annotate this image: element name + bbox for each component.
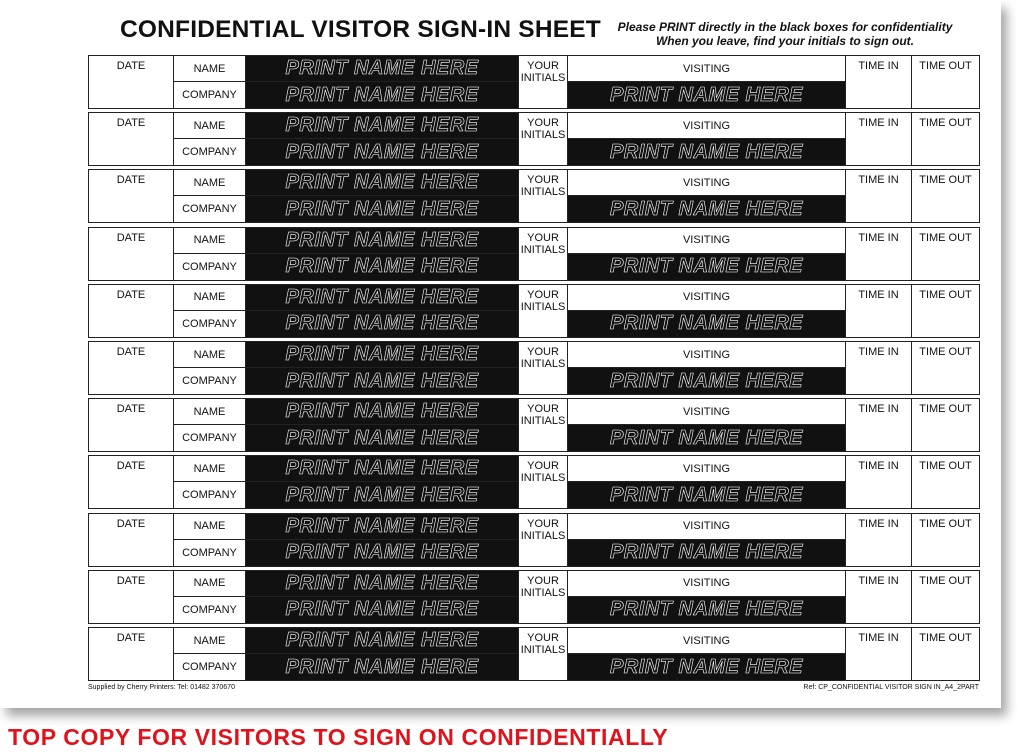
- company-label: COMPANY: [174, 425, 246, 451]
- date-field[interactable]: [89, 113, 174, 165]
- visiting-input-box[interactable]: PRINT NAME HERE: [568, 311, 845, 337]
- name-label: NAME: [174, 228, 246, 254]
- time-in-field[interactable]: [845, 56, 912, 108]
- time-in-field[interactable]: [845, 571, 912, 623]
- visiting-input-box[interactable]: PRINT NAME HERE: [568, 425, 845, 451]
- name-input-box[interactable]: PRINT NAME HERE: [246, 113, 518, 139]
- visiting-label: VISITING: [568, 56, 845, 82]
- initials-field[interactable]: [518, 399, 568, 451]
- date-field[interactable]: [89, 571, 174, 623]
- initials-label-2: INITIALS: [520, 186, 566, 199]
- visitor-row: [88, 169, 980, 223]
- visitor-row: [88, 570, 980, 624]
- date-field[interactable]: [89, 342, 174, 394]
- date-label: DATE: [116, 60, 146, 72]
- company-label: COMPANY: [174, 368, 246, 394]
- company-input-box[interactable]: PRINT NAME HERE: [246, 254, 518, 280]
- date-field[interactable]: [89, 456, 174, 508]
- time-in-field[interactable]: [845, 399, 912, 451]
- initials-label-2: INITIALS: [520, 472, 566, 485]
- initials-label-1: YOUR: [527, 231, 559, 244]
- visiting-input-box[interactable]: PRINT NAME HERE: [568, 654, 845, 680]
- time-in-label: TIME IN: [858, 403, 899, 416]
- date-label: DATE: [116, 288, 146, 301]
- company-input-box[interactable]: PRINT NAME HERE: [246, 196, 518, 222]
- company-input-box[interactable]: PRINT NAME HERE: [246, 139, 518, 165]
- visiting-label: VISITING: [568, 514, 845, 540]
- time-out-field[interactable]: [912, 285, 979, 337]
- name-input-box[interactable]: PRINT NAME HERE: [246, 571, 518, 597]
- time-out-field[interactable]: [912, 514, 979, 566]
- initials-label-1: YOUR: [527, 403, 559, 416]
- name-label: NAME: [174, 456, 246, 482]
- time-out-field[interactable]: [912, 113, 979, 165]
- name-label: NAME: [174, 170, 246, 196]
- visitor-row: [88, 341, 980, 395]
- time-in-field[interactable]: [845, 514, 912, 566]
- initials-label-2: INITIALS: [520, 586, 566, 599]
- visiting-label: VISITING: [568, 399, 845, 425]
- time-in-label: TIME IN: [858, 517, 899, 530]
- visiting-input-box[interactable]: PRINT NAME HERE: [568, 139, 845, 165]
- time-out-field[interactable]: [912, 628, 979, 680]
- company-label: COMPANY: [174, 597, 246, 623]
- company-label: COMPANY: [174, 482, 246, 508]
- date-label: DATE: [116, 346, 146, 358]
- initials-label-1: YOUR: [527, 288, 559, 301]
- date-label: DATE: [116, 632, 146, 644]
- time-in-label: TIME IN: [858, 174, 899, 187]
- company-input-box[interactable]: PRINT NAME HERE: [246, 540, 518, 566]
- instructions: [610, 20, 960, 48]
- time-out-label: TIME OUT: [919, 574, 972, 587]
- date-label: DATE: [116, 174, 146, 187]
- time-in-label: TIME IN: [858, 460, 899, 473]
- visiting-input-box[interactable]: PRINT NAME HERE: [568, 368, 845, 394]
- date-field[interactable]: [89, 514, 174, 566]
- name-input-box[interactable]: PRINT NAME HERE: [246, 228, 518, 254]
- visiting-input-box[interactable]: PRINT NAME HERE: [568, 597, 845, 623]
- name-label: NAME: [174, 628, 246, 654]
- visitor-row: [88, 398, 980, 452]
- date-field[interactable]: [89, 628, 174, 680]
- company-input-box[interactable]: PRINT NAME HERE: [246, 654, 518, 680]
- time-in-field[interactable]: [845, 285, 912, 337]
- date-label: DATE: [116, 460, 146, 473]
- date-label: DATE: [116, 574, 146, 587]
- name-input-box[interactable]: PRINT NAME HERE: [246, 456, 518, 482]
- visitor-row: [88, 513, 980, 567]
- date-label: DATE: [116, 517, 146, 530]
- date-label: DATE: [116, 403, 146, 416]
- company-label: COMPANY: [174, 139, 246, 165]
- initials-label-1: YOUR: [527, 60, 559, 72]
- initials-label-1: YOUR: [527, 632, 559, 644]
- visiting-input-box[interactable]: PRINT NAME HERE: [568, 254, 845, 280]
- time-out-label: TIME OUT: [919, 174, 972, 187]
- visiting-input-box[interactable]: PRINT NAME HERE: [568, 540, 845, 566]
- visitor-row: [88, 227, 980, 281]
- date-label: DATE: [116, 231, 146, 244]
- initials-label-2: INITIALS: [520, 415, 566, 428]
- initials-label-1: YOUR: [527, 460, 559, 473]
- visiting-input-box[interactable]: PRINT NAME HERE: [568, 482, 845, 508]
- company-label: COMPANY: [174, 540, 246, 566]
- time-in-field[interactable]: [845, 456, 912, 508]
- initials-label-2: INITIALS: [520, 358, 566, 370]
- name-input-box[interactable]: PRINT NAME HERE: [246, 514, 518, 540]
- visiting-label: VISITING: [568, 456, 845, 482]
- reference-note: Ref: CP_CONFIDENTIAL VISITOR SIGN IN_A4_2PART: [803, 684, 979, 691]
- visiting-input-box[interactable]: PRINT NAME HERE: [568, 82, 845, 108]
- initials-label-1: YOUR: [527, 117, 559, 130]
- time-in-field[interactable]: [845, 342, 912, 394]
- visitor-row: [88, 112, 980, 166]
- company-input-box[interactable]: PRINT NAME HERE: [246, 425, 518, 451]
- time-in-field[interactable]: [845, 628, 912, 680]
- time-out-field[interactable]: [912, 456, 979, 508]
- supplier-note: Supplied by Cherry Printers: Tel: 01482 370670: [88, 684, 235, 691]
- visiting-input-box[interactable]: PRINT NAME HERE: [568, 196, 845, 222]
- initials-label-1: YOUR: [527, 517, 559, 530]
- time-out-label: TIME OUT: [919, 231, 972, 244]
- visiting-label: VISITING: [568, 342, 845, 368]
- visiting-label: VISITING: [568, 571, 845, 597]
- name-input-box[interactable]: PRINT NAME HERE: [246, 170, 518, 196]
- initials-field[interactable]: [518, 170, 568, 222]
- name-label: NAME: [174, 571, 246, 597]
- visiting-label: VISITING: [568, 285, 845, 311]
- date-field[interactable]: [89, 56, 174, 108]
- initials-label-2: INITIALS: [520, 644, 566, 656]
- visiting-label: VISITING: [568, 170, 845, 196]
- initials-label-2: INITIALS: [520, 529, 566, 542]
- time-in-label: TIME IN: [858, 231, 899, 244]
- initials-field[interactable]: [518, 571, 568, 623]
- name-label: NAME: [174, 514, 246, 540]
- time-out-label: TIME OUT: [919, 632, 972, 644]
- name-label: NAME: [174, 113, 246, 139]
- initials-label-2: INITIALS: [520, 129, 566, 142]
- time-in-label: TIME IN: [858, 632, 899, 644]
- initials-field[interactable]: [518, 342, 568, 394]
- page-title: CONFIDENTIAL VISITOR SIGN-IN SHEET: [120, 16, 601, 43]
- company-input-box[interactable]: PRINT NAME HERE: [246, 482, 518, 508]
- time-in-field[interactable]: [845, 113, 912, 165]
- name-input-box[interactable]: PRINT NAME HERE: [246, 285, 518, 311]
- visitor-row: [88, 455, 980, 509]
- time-in-label: TIME IN: [858, 346, 899, 358]
- company-label: COMPANY: [174, 196, 246, 222]
- initials-field[interactable]: [518, 56, 568, 108]
- visiting-label: VISITING: [568, 113, 845, 139]
- instruction-line-1: Please PRINT directly in the black boxes for confidentiality: [617, 20, 953, 34]
- time-out-label: TIME OUT: [919, 60, 972, 72]
- date-field[interactable]: [89, 170, 174, 222]
- time-in-label: TIME IN: [858, 574, 899, 587]
- top-copy-banner: TOP COPY FOR VISITORS TO SIGN ON CONFIDENTIALLY: [8, 724, 669, 750]
- initials-field[interactable]: [518, 628, 568, 680]
- company-input-box[interactable]: PRINT NAME HERE: [246, 597, 518, 623]
- company-label: COMPANY: [174, 254, 246, 280]
- name-input-box[interactable]: PRINT NAME HERE: [246, 628, 518, 654]
- time-out-field[interactable]: [912, 342, 979, 394]
- time-out-field[interactable]: [912, 56, 979, 108]
- time-out-field[interactable]: [912, 170, 979, 222]
- initials-field[interactable]: [518, 456, 568, 508]
- initials-label-2: INITIALS: [520, 300, 566, 313]
- time-out-label: TIME OUT: [919, 117, 972, 130]
- name-label: NAME: [174, 342, 246, 368]
- company-input-box[interactable]: PRINT NAME HERE: [246, 311, 518, 337]
- time-in-field[interactable]: [845, 228, 912, 280]
- time-in-label: TIME IN: [858, 288, 899, 301]
- visiting-label: VISITING: [568, 628, 845, 654]
- time-out-label: TIME OUT: [919, 403, 972, 416]
- time-out-field[interactable]: [912, 228, 979, 280]
- name-label: NAME: [174, 56, 246, 82]
- initials-field[interactable]: [518, 228, 568, 280]
- name-label: NAME: [174, 399, 246, 425]
- initials-label-2: INITIALS: [520, 243, 566, 256]
- company-input-box[interactable]: PRINT NAME HERE: [246, 368, 518, 394]
- time-in-label: TIME IN: [858, 60, 899, 72]
- time-in-field[interactable]: [845, 170, 912, 222]
- initials-label-1: YOUR: [527, 346, 559, 358]
- initials-field[interactable]: [518, 113, 568, 165]
- name-label: NAME: [174, 285, 246, 311]
- date-field[interactable]: [89, 399, 174, 451]
- initials-field[interactable]: [518, 285, 568, 337]
- time-out-field[interactable]: [912, 399, 979, 451]
- initials-field[interactable]: [518, 514, 568, 566]
- instruction-line-2: When you leave, find your initials to sign out.: [655, 34, 915, 48]
- initials-label-2: INITIALS: [520, 72, 566, 84]
- visiting-label: VISITING: [568, 228, 845, 254]
- visitor-row: [88, 55, 980, 109]
- date-field[interactable]: [89, 285, 174, 337]
- company-label: COMPANY: [174, 311, 246, 337]
- initials-label-1: YOUR: [527, 574, 559, 587]
- date-label: DATE: [116, 117, 146, 130]
- initials-label-1: YOUR: [527, 174, 559, 187]
- time-out-label: TIME OUT: [919, 288, 972, 301]
- time-out-field[interactable]: [912, 571, 979, 623]
- date-field[interactable]: [89, 228, 174, 280]
- name-input-box[interactable]: PRINT NAME HERE: [246, 342, 518, 368]
- visitor-row: [88, 627, 980, 681]
- time-out-label: TIME OUT: [919, 517, 972, 530]
- name-input-box[interactable]: PRINT NAME HERE: [246, 399, 518, 425]
- visitor-row: [88, 284, 980, 338]
- name-input-box[interactable]: PRINT NAME HERE: [246, 56, 518, 82]
- company-label: COMPANY: [174, 82, 246, 108]
- time-out-label: TIME OUT: [919, 460, 972, 473]
- company-label: COMPANY: [174, 654, 246, 680]
- company-input-box[interactable]: PRINT NAME HERE: [246, 82, 518, 108]
- time-in-label: TIME IN: [858, 117, 899, 130]
- time-out-label: TIME OUT: [919, 346, 972, 358]
